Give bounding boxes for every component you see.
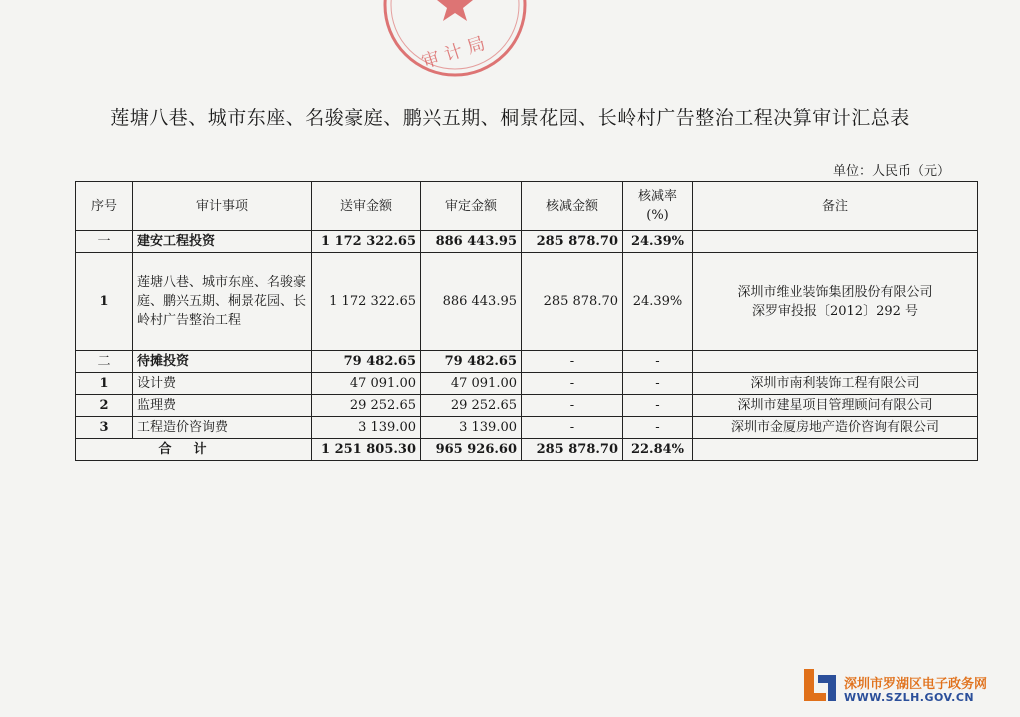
- cell-seq: 1: [76, 373, 133, 395]
- header-approved: 审定金额: [421, 182, 522, 231]
- cell-seq: 3: [76, 417, 133, 439]
- cell-approved: 886 443.95: [421, 253, 522, 351]
- header-remark: 备注: [693, 182, 978, 231]
- cell-reduced: 285 878.70: [522, 231, 623, 253]
- svg-text:审 计 局: 审 计 局: [419, 32, 488, 74]
- header-rate-unit: (%): [646, 208, 669, 223]
- header-reduced: 核减金额: [522, 182, 623, 231]
- cell-remark: 深圳市金厦房地产造价咨询有限公司: [693, 417, 978, 439]
- remark-doc-number: 深罗审投报〔2012〕292 号: [751, 303, 919, 319]
- cell-submitted: 79 482.65: [312, 351, 421, 373]
- cell-seq: 二: [76, 351, 133, 373]
- currency-unit: 单位：人民币（元）: [832, 164, 950, 179]
- header-submitted: 送审金额: [312, 182, 421, 231]
- cell-reduced: -: [522, 417, 623, 439]
- cell-seq: 一: [76, 231, 133, 253]
- table-header-row: [76, 182, 978, 231]
- cell-rate: -: [623, 417, 693, 439]
- cell-seq: 2: [76, 395, 133, 417]
- table-row: [76, 253, 978, 351]
- cell-approved: 47 091.00: [421, 373, 522, 395]
- total-approved: 965 926.60: [421, 439, 522, 461]
- cell-rate: -: [623, 395, 693, 417]
- cell-reduced: -: [522, 373, 623, 395]
- total-label: 合计: [76, 439, 312, 461]
- cell-submitted: 29 252.65: [312, 395, 421, 417]
- cell-remark: 深圳市建星项目管理顾问有限公司: [693, 395, 978, 417]
- cell-rate: 24.39%: [623, 253, 693, 351]
- cell-approved: 886 443.95: [421, 231, 522, 253]
- cell-item: 设计费: [133, 373, 312, 395]
- cell-approved: 3 139.00: [421, 417, 522, 439]
- total-reduced: 285 878.70: [522, 439, 623, 461]
- remark-company: 深圳市维业装饰集团股份有限公司: [737, 284, 933, 300]
- header-rate-label: 核减率: [637, 189, 677, 204]
- table-row: [76, 231, 978, 253]
- table-total-row: [76, 439, 978, 461]
- cell-item: 工程造价咨询费: [133, 417, 312, 439]
- cell-submitted: 3 139.00: [312, 417, 421, 439]
- cell-remark: [693, 231, 978, 253]
- cell-remark: [693, 253, 978, 351]
- header-rate: [623, 182, 693, 231]
- cell-approved: 79 482.65: [421, 351, 522, 373]
- cell-item: 建安工程投资: [133, 231, 312, 253]
- lh-logo-icon: [800, 665, 840, 705]
- cell-remark: [693, 351, 978, 373]
- header-seq: 序号: [76, 182, 133, 231]
- cell-submitted: 47 091.00: [312, 373, 421, 395]
- cell-rate: 24.39%: [623, 231, 693, 253]
- cell-approved: 29 252.65: [421, 395, 522, 417]
- cell-reduced: -: [522, 395, 623, 417]
- total-remark: [693, 439, 978, 461]
- cell-reduced: -: [522, 351, 623, 373]
- table-row: [76, 417, 978, 439]
- cell-seq: 1: [76, 253, 133, 351]
- cell-rate: -: [623, 351, 693, 373]
- cell-reduced: 285 878.70: [522, 253, 623, 351]
- site-watermark-logo: [800, 665, 1020, 715]
- total-submitted: 1 251 805.30: [312, 439, 421, 461]
- cell-submitted: 1 172 322.65: [312, 253, 421, 351]
- table-row: [76, 395, 978, 417]
- cell-item: 监理费: [133, 395, 312, 417]
- total-rate: 22.84%: [623, 439, 693, 461]
- site-name: 深圳市罗湖区电子政务网: [844, 677, 988, 692]
- cell-rate: -: [623, 373, 693, 395]
- table-row: [76, 351, 978, 373]
- cell-item: 待摊投资: [133, 351, 312, 373]
- document-title: 莲塘八巷、城市东座、名骏豪庭、鹏兴五期、桐景花园、长岭村广告整治工程决算审计汇总表: [110, 107, 910, 129]
- table-row: [76, 373, 978, 395]
- header-item: 审计事项: [133, 182, 312, 231]
- official-seal-stamp: [380, 0, 530, 80]
- audit-summary-table: [75, 181, 978, 461]
- cell-item: 莲塘八巷、城市东座、名骏豪庭、鹏兴五期、桐景花园、长岭村广告整治工程: [133, 253, 312, 351]
- cell-remark: 深圳市南利装饰工程有限公司: [693, 373, 978, 395]
- site-url: WWW.SZLH.GOV.CN: [844, 691, 975, 704]
- cell-submitted: 1 172 322.65: [312, 231, 421, 253]
- seal-star-icon: [437, 0, 473, 21]
